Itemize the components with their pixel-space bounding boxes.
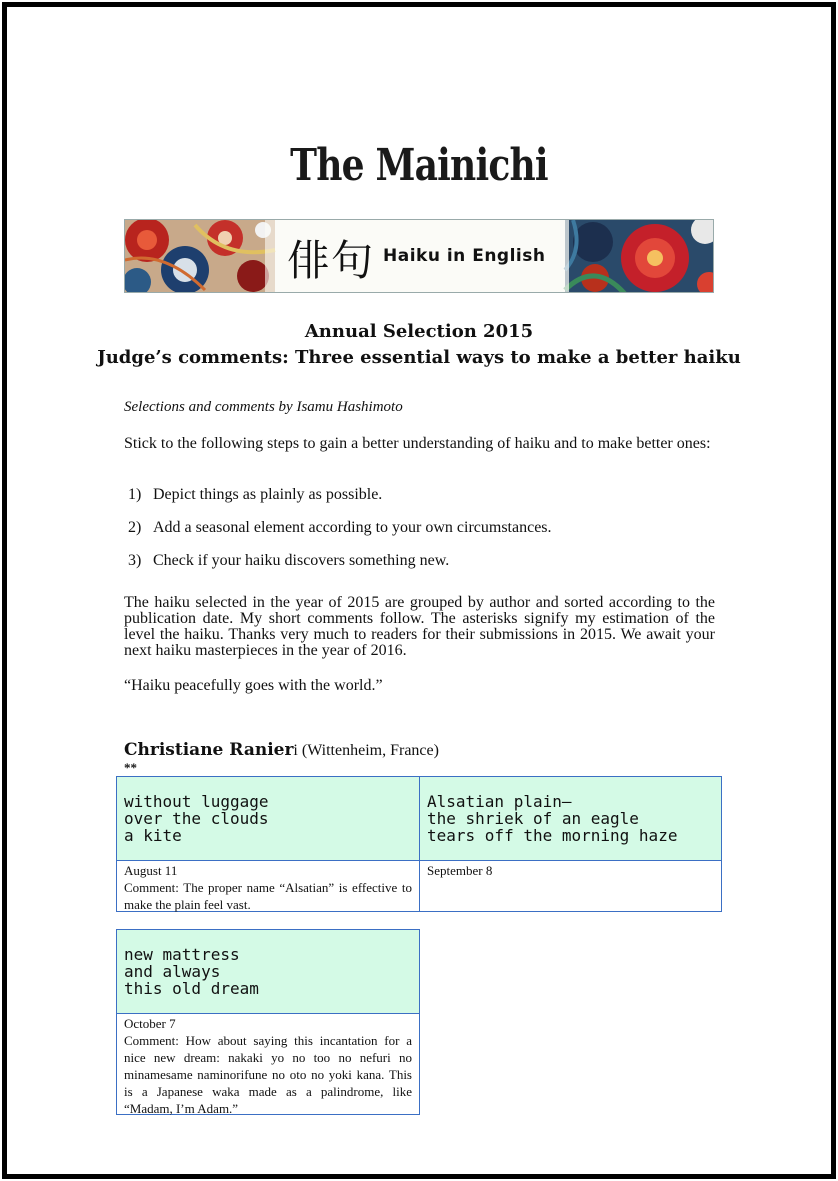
haiku-banner xyxy=(124,219,714,293)
banner-kanji: 俳句 xyxy=(287,236,376,285)
author-location: (Wittenheim, France) xyxy=(301,742,439,759)
byline: Selections and comments by Isamu Hashimoto xyxy=(124,399,403,415)
haiku-date: August 11 xyxy=(124,863,178,878)
quote: “Haiku peacefully goes with the world.” xyxy=(124,677,383,694)
rating-stars: ** xyxy=(124,760,137,775)
haiku-comment: Comment: How about saying this incantation for a nice new dream: nakaki yo no too no nefuri no minamesame naminorifune no oto no yoki kana. This is a Japanese waka made as a palindrome, like “Madam, I’m Adam.” xyxy=(124,1033,412,1116)
author-name-tail: i xyxy=(293,742,298,759)
author-name: Christiane Ranier xyxy=(124,740,294,760)
step-item xyxy=(128,486,382,504)
haiku-note xyxy=(116,860,420,912)
haiku-date: October 7 xyxy=(124,1016,176,1031)
step-number: 2) xyxy=(128,519,142,536)
step-text: Add a seasonal element according to your own circumstances. xyxy=(153,519,552,536)
headline-subtitle: Judge’s comments: Three essential ways to make a better haiku xyxy=(97,347,741,368)
haiku-text: Alsatian plain— the shriek of an eagle tears off the morning haze xyxy=(419,776,722,861)
step-number: 1) xyxy=(128,486,142,503)
haiku-text: new mattress and always this old dream xyxy=(116,929,420,1014)
author-heading xyxy=(124,740,439,760)
step-item xyxy=(128,519,552,537)
haiku-note xyxy=(419,860,722,912)
masthead-logo: The Mainichi xyxy=(290,140,548,191)
step-item xyxy=(128,552,449,570)
banner-title: Haiku in English xyxy=(383,246,546,266)
haiku-comment: Comment: The proper name “Alsatian” is effective to make the plain feel vast. xyxy=(124,880,412,912)
step-text: Depict things as plainly as possible. xyxy=(153,486,383,503)
step-text: Check if your haiku discovers something new. xyxy=(153,552,450,569)
haiku-text: without luggage over the clouds a kite xyxy=(116,776,420,861)
summary-paragraph: The haiku selected in the year of 2015 are grouped by author and sorted according to the publication date. My short comments follow. The asterisks signify my estimation of the level the haiku. Thanks very much to readers for their submissions in 2015. We await your next haiku masterpieces in the year of 2016. xyxy=(124,594,715,659)
haiku-note xyxy=(116,1013,420,1115)
step-number: 3) xyxy=(128,552,142,569)
intro-paragraph: Stick to the following steps to gain a better understanding of haiku and to make better ones: xyxy=(124,435,711,452)
haiku-date: September 8 xyxy=(427,863,493,878)
headline-title: Annual Selection 2015 xyxy=(304,321,534,342)
